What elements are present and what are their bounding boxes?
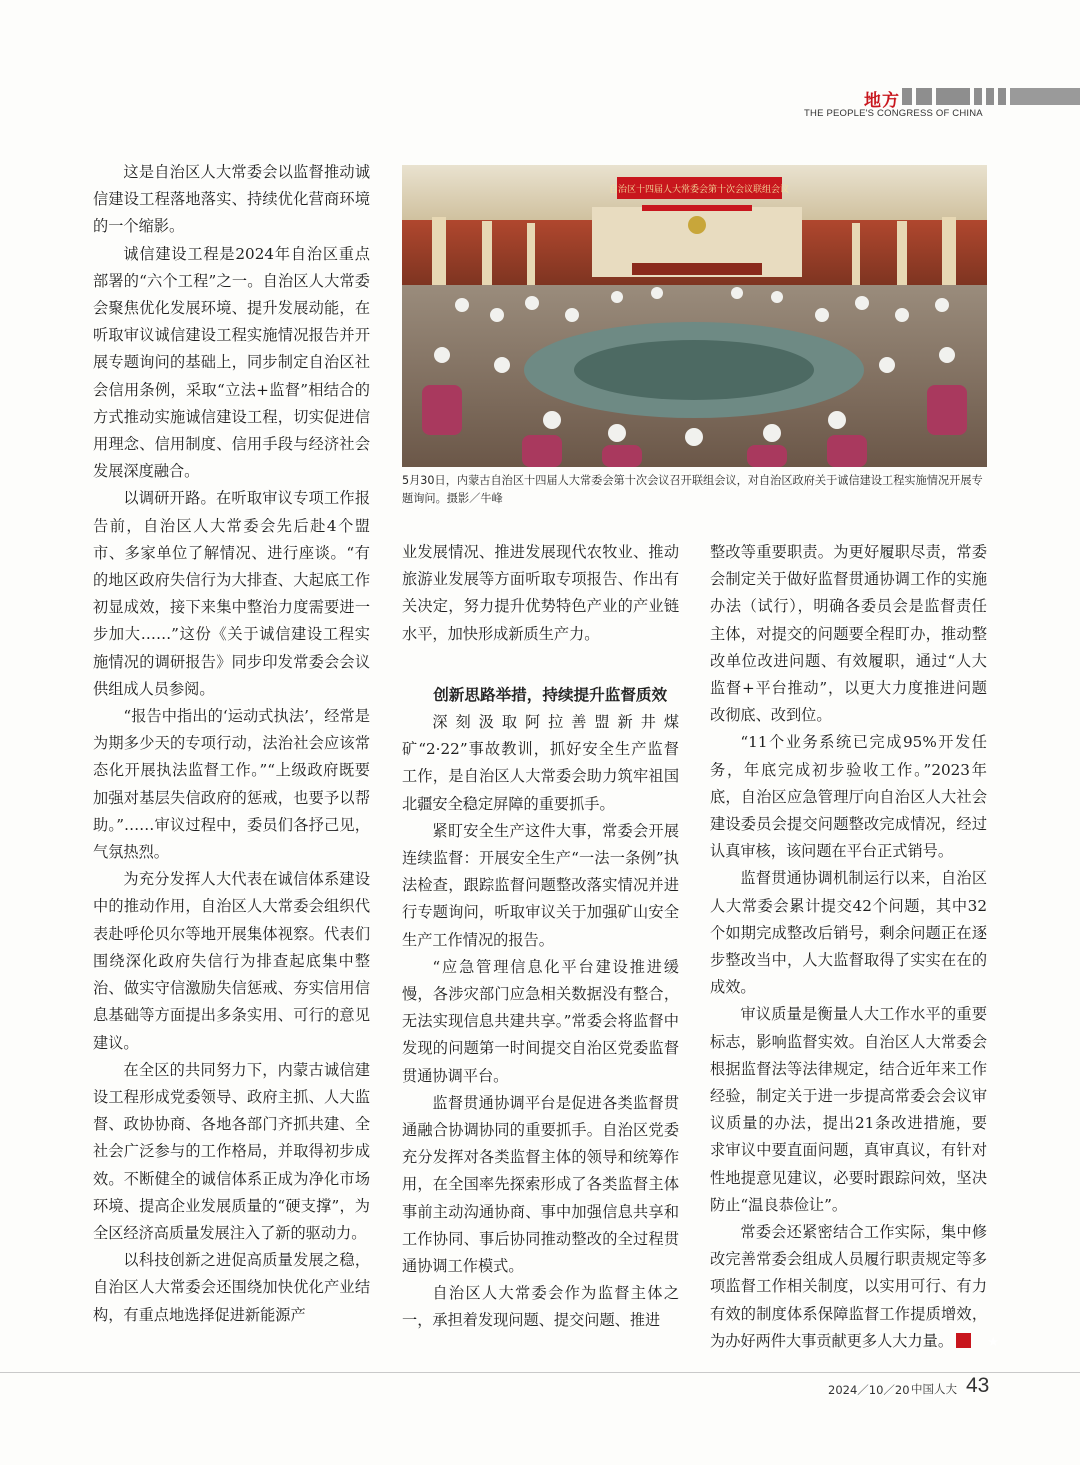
page-number: 43 [966,1374,990,1397]
paragraph: 监督贯通协调平台是促进各类监督贯通融合协调协同的重要抓手。自治区党委充分发挥对各类监督主体的领导和统筹作用，在全国率先探索形成了各类监督主体事前主动沟通协商、事中加强信息共享和工作协同、事后协同推动整改的全过程贯通协调工作模式。 [402,1093,679,1276]
paragraph: 业发展情况、推进发展现代农牧业、推动旅游业发展等方面听取专项报告、作出有关决定，努力提升优势特色产业的产业链水平，加快形成新质生产力。 [402,543,679,643]
paragraph: “11个业务系统已完成95%开发任务，年底完成初步验收工作。”2023年底，自治区应急管理厅向自治区人大社会建设委员会提交问题整改完成情况，经过认真审核，该问题在平台正式销号。 [710,733,987,861]
paragraph: 在全区的共同努力下，内蒙古诚信建设工程形成党委领导、政府主抓、人大监督、政协协商、各地各部门齐抓共建、全社会广泛参与的工作格局，并取得初步成效。不断健全的诚信体系正成为净化市场环境、提高企业发展质量的“硬支撑”，为全区经济高质量发展注入了新的驱动力。 [93,1060,370,1242]
article-column-2 [402,539,679,1335]
issue-date: 2024／10／20 [828,1383,910,1397]
article-column-1 [93,159,370,1329]
footer-divider [0,1372,1080,1373]
section-subheading: 创新思路举措，持续提升监督质效 [433,685,668,704]
banner-text: 自治区十四届人大常委会第十次会议联组会议 [608,185,790,195]
paragraph-text: 常委会还紧密结合工作实际，集中修改完善常委会组成人员履行职责规定等多项监督工作相关制度，以实用可行、有力有效的制度体系保障监督工作提质增效，为办好两件大事贡献更多人大力量。 [710,1223,987,1350]
paragraph: 审议质量是衡量人大工作水平的重要标志，影响监督实效。自治区人大常委会根据监督法等法律规定，结合近年来工作经验，制定关于进一步提高常委会会议审议质量的办法，提出21条改进措施，要求审议中要直面问题，真审真议，有针对性地提意见建议，必要时跟踪问效，坚决防止“温良恭俭让”。 [710,1005,987,1214]
section-title: 地方 [864,91,900,111]
paragraph: “报告中指出的‘运动式执法’，经常是为期多少天的专项行动，法治社会应该常态化开展执法监督工作。”“上级政府既要加强对基层失信政府的惩戒，也要予以帮助。”……审议过程中，委员们各抒己见，气氛热烈。 [93,707,370,862]
magazine-name: 中国人大 [911,1382,957,1396]
end-star-icon [956,1333,971,1348]
paragraph [710,1219,987,1355]
paragraph: 这是自治区人大常委会以监督推动诚信建设工程落地落实、持续优化营商环境的一个缩影。 [93,163,370,236]
photo-caption: 5月30日，内蒙古自治区十四届人大常委会第十次会议召开联组会议，对自治区政府关于诚信建设工程实施情况开展专题询问。摄影／牛峰 [402,474,983,505]
magazine-subtitle: THE PEOPLE'S CONGRESS OF CHINA [804,108,983,119]
paragraph: 紧盯安全生产这件大事，常委会开展连续监督：开展安全生产“一法一条例”执法检查，跟踪监督问题整改落实情况并进行专题询问，听取审议关于加强矿山安全生产工作情况的报告。 [402,821,679,949]
paragraph: 整改等重要职责。为更好履职尽责，常委会制定关于做好监督贯通协调工作的实施办法（试行），明确各委员会是监督责任主体，对提交的问题要全程盯办，推动整改单位改进问题、有效履职，通过“人大监督+平台推动”，以更大力度推进问题改彻底、改到位。 [710,543,987,725]
paragraph: 深刻汲取阿拉善盟新井煤矿“2·22”事故教训，抓好安全生产监督工作，是自治区人大常委会助力筑牢祖国北疆安全稳定屏障的重要抓手。 [402,713,679,813]
paragraph: 诚信建设工程是2024年自治区重点部署的“六个工程”之一。自治区人大常委会聚焦优化发展环境、提升发展动能，在听取审议诚信建设工程实施情况报告并开展专题询问的基础上，同步制定自治区社会信用条例，采取“立法+监督”相结合的方式推动实施诚信建设工程，切实促进信用理念、信用制度、信用手段与经济社会发展深度融合。 [93,244,370,481]
article-column-3 [710,539,987,1355]
paragraph: 自治区人大常委会作为监督主体之一，承担着发现问题、提交问题、推进 [402,1284,679,1330]
paragraph: 为充分发挥人大代表在诚信体系建设中的推动作用，自治区人大常委会组织代表赴呼伦贝尔等地开展集体视察。代表们围绕深化政府失信行为排查起底集中整治、做实守信激励失信惩戒、夯实信用信息基础等方面提出多条实用、可行的意见建议。 [93,870,370,1052]
header-decor-bars [902,88,1080,105]
paragraph: 监督贯通协调机制运行以来，自治区人大常委会累计提交42个问题，其中32个如期完成整改后销号，剩余问题正在逐步整改当中，人大监督取得了实实在在的成效。 [710,869,987,997]
paragraph: 以调研开路。在听取审议专项工作报告前，自治区人大常委会先后赴4个盟市、多家单位了解情况、进行座谈。“有的地区政府失信行为大排查、大起底工作初显成效，接下来集中整治力度需要进一步加大……”这份《关于诚信建设工程实施情况的调研报告》同步印发常委会会议供组成人员参阅。 [93,489,370,698]
paragraph: “应急管理信息化平台建设推进缓慢，各涉灾部门应急相关数据没有整合，无法实现信息共建共享。”常委会将监督中发现的问题第一时间提交自治区党委监督贯通协调平台。 [402,957,679,1085]
paragraph: 以科技创新之进促高质量发展之稳，自治区人大常委会还围绕加快优化产业结构，有重点地选择促进新能源产 [93,1251,370,1324]
meeting-photo [402,165,987,467]
